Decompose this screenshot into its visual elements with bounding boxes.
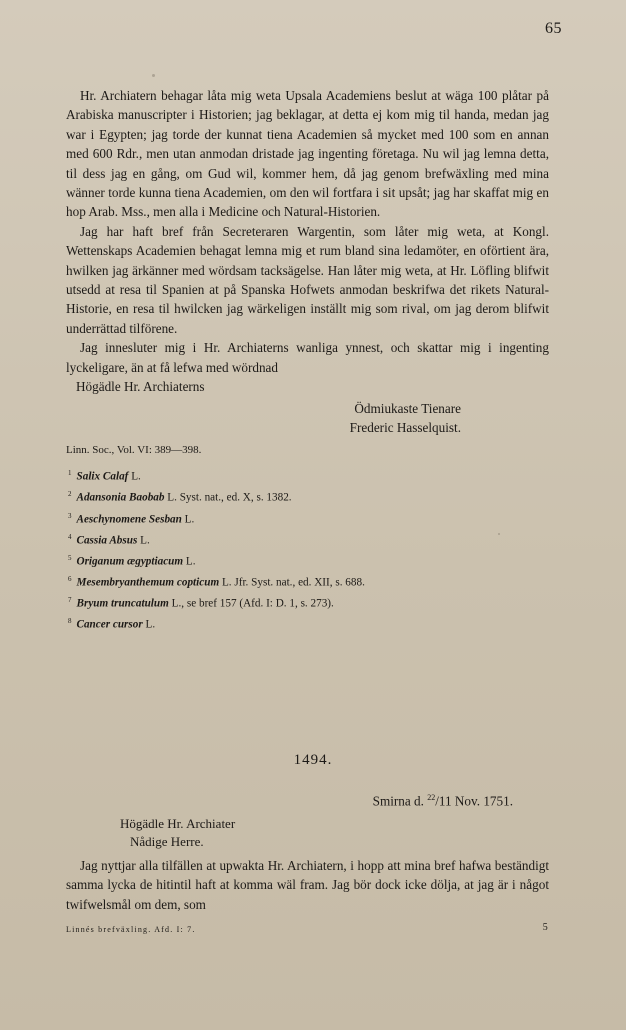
salutation: Nådige Herre. bbox=[130, 834, 204, 849]
footnote bbox=[66, 508, 549, 529]
letter-number: 1494. bbox=[293, 752, 333, 768]
footnote-text: L. Syst. nat., ed. X, s. 1382. bbox=[164, 492, 292, 505]
paper-speck bbox=[152, 74, 155, 77]
signature-mark: Linnés brefväxling. Afd. I: 7. bbox=[66, 925, 196, 934]
letter-1493-body bbox=[66, 86, 549, 634]
footnote-mark: 6 bbox=[68, 575, 72, 584]
species-name: Origanum ægyptiacum bbox=[76, 555, 184, 568]
species-name: Aeschynomene Sesban bbox=[76, 513, 182, 526]
species-name: Salix Calaf bbox=[76, 471, 129, 484]
footnote bbox=[66, 571, 549, 592]
footnote-text: L. bbox=[142, 619, 156, 632]
paragraph: Jag nyttjar alla tilfällen at upwakta Hr. Archiatern, i hopp att mina bref hafwa beständigt samma lycka de hitintil haft at komma wäl fram. Jag bör dock icke dölja, at jag är i något twifwelsmål om dem, som bbox=[66, 858, 549, 912]
date-month-year: /11 Nov. 1751. bbox=[435, 793, 513, 809]
closing-line: Högädle Hr. Archiaterns bbox=[76, 379, 205, 395]
salutation: Högädle Hr. Archiater bbox=[120, 816, 236, 831]
paragraph: Hr. Archiatern behagar låta mig weta Upsala Academiens beslut at wäga 100 plåtar på Arabiska manuscripter i Historien; jag beklagar, at detta ej kom mig til handa, medan jag war i Egypten; jag torde der kunnat tiena Academien så mycket med 100 som en annan med 600 Rdr., men utan anmodan dristade jag ingenting företaga. Nu wil jag lemna detta, til dess jag en gång, om Gud wil, kommer hem, då jag genom brefwäxling med mina wänner torde kunna tiena Academien, om den wil fortfara i sit upsåt; jag har skaffat mig en hop Arab. Mss., men alla i Medicine och Natural-Historien. bbox=[66, 88, 549, 220]
page-number: 65 bbox=[545, 20, 562, 37]
footnotes-list bbox=[66, 465, 549, 634]
signature-name: Frederic Hasselquist. bbox=[349, 419, 461, 435]
species-name: Adansonia Baobab bbox=[76, 492, 165, 505]
date-day: 22 bbox=[427, 793, 436, 802]
paper-speck bbox=[498, 533, 500, 535]
page-footer bbox=[66, 922, 549, 934]
footnote bbox=[66, 550, 549, 571]
footnote bbox=[66, 592, 549, 613]
footnote-text: L. bbox=[137, 534, 150, 547]
letter-1494-body bbox=[66, 856, 549, 914]
paragraph: Jag har haft bref från Secreteraren Wargentin, som låter mig weta, at Kongl. Wettenskaps Academien behagat lemna mig et rum bland sina ledamöter, en oförtient ära, hwilken jag ärkänner med wördsam tacksägelse. Han låter mig weta, at Hr. Löfling blifwit utsedd at resa til Spanien at på Spanska Hofwets anmodan beskrifwa det rikets Natural-Historie, en resa til hwilcken jag wärkeligen inställt mig som rival, om jag derom blifwit underrättad tilförene. bbox=[66, 223, 549, 336]
footnote-text: L. bbox=[128, 471, 141, 484]
footnote-mark: 1 bbox=[68, 469, 72, 478]
species-name: Cassia Absus bbox=[76, 534, 138, 547]
footnote-text: L., se bref 157 (Afd. I: D. 1, s. 273). bbox=[168, 597, 334, 610]
letter-place-date bbox=[373, 793, 513, 809]
footnote-mark: 8 bbox=[68, 617, 72, 626]
species-name: Cancer cursor bbox=[76, 619, 143, 632]
footnote-mark: 7 bbox=[68, 596, 72, 605]
footnote bbox=[66, 486, 549, 507]
footnote bbox=[66, 465, 549, 486]
footnote-text: L. bbox=[183, 555, 196, 568]
place: Smirna d. bbox=[372, 793, 428, 809]
footnote-mark: 5 bbox=[68, 553, 72, 562]
footnote-mark: 4 bbox=[68, 532, 72, 541]
paragraph: Jag innesluter mig i Hr. Archiaterns wanliga ynnest, och skattar mig i ingenting lyckeligare, än at få lefwa med wördnad bbox=[66, 340, 549, 375]
footnote bbox=[66, 613, 549, 634]
footnote-text: L. Jfr. Syst. nat., ed. XII, s. 688. bbox=[219, 576, 365, 589]
species-name: Bryum truncatulum bbox=[76, 597, 169, 610]
footnote-text: L. bbox=[181, 513, 195, 526]
source-reference: Linn. Soc., Vol. VI: 389—398. bbox=[66, 444, 202, 457]
footnote bbox=[66, 529, 549, 550]
signature-line: Ödmiukaste Tienare bbox=[354, 400, 461, 416]
species-name: Mesembryanthemum copticum bbox=[76, 576, 220, 589]
sheet-number: 5 bbox=[542, 922, 549, 933]
footnote-mark: 2 bbox=[68, 490, 72, 499]
footnote-mark: 3 bbox=[68, 511, 72, 520]
